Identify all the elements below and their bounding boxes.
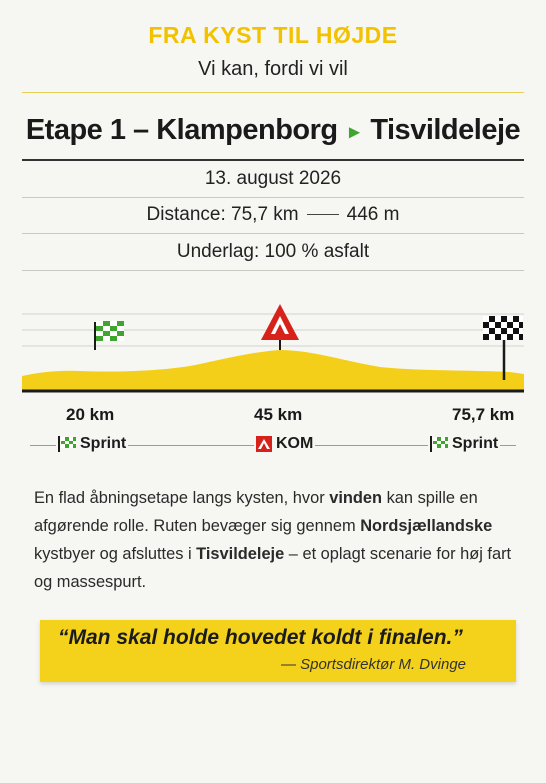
desc-bold: Tisvildeleje (196, 545, 285, 563)
distance-label: Distance: 75,7 km (146, 204, 299, 225)
desc-text: kystbyer og afsluttes i (34, 545, 197, 563)
divider (22, 197, 524, 198)
dash-line (307, 214, 339, 215)
legend-kom-label: KOM (276, 435, 314, 452)
divider (22, 270, 524, 271)
marker-legend (22, 435, 524, 457)
green-checkered-flag-icon (58, 436, 76, 452)
profile-area (22, 350, 524, 390)
marker-km-2: 45 km (254, 405, 303, 424)
green-checkered-flag-icon (430, 436, 448, 452)
stage-description (34, 484, 524, 596)
desc-text: En flad åbningsetape langs kysten, hvor (34, 489, 330, 507)
subtitle: Vi kan, fordi vi vil (198, 58, 348, 80)
stage-title (0, 114, 546, 147)
stage-finish: Tisvildeleje (370, 114, 521, 146)
play-arrow-icon: ▸ (349, 120, 359, 143)
legend-sprint-label: Sprint (452, 435, 499, 452)
divider (22, 92, 524, 93)
black-checkered-flag-icon (483, 316, 523, 340)
quote-box (40, 620, 516, 682)
legend-sprint-label: Sprint (80, 435, 127, 452)
marker-km-3: 75,7 km (452, 405, 515, 424)
desc-bold: vinden (329, 489, 383, 507)
marker-km-1: 20 km (66, 405, 115, 424)
stage-label: Etape 1 – Klampenborg (25, 114, 338, 146)
desc-text: – et oplagt scenarie for høj fart og massespurt. (34, 545, 512, 591)
quote-text: “Man skal holde hovedet koldt i finalen.” (58, 626, 463, 649)
stage-distance (0, 204, 546, 226)
elevation-value: 446 m (346, 204, 400, 225)
legend-kom (254, 435, 315, 453)
divider (22, 159, 524, 161)
divider (22, 233, 524, 234)
red-mountain-icon (256, 436, 272, 452)
desc-text: kan spille en afgørende rolle. Ruten bevæger sig gennem (34, 489, 478, 535)
stage-date: 13. august 2026 (204, 168, 342, 189)
green-checkered-flag-icon (96, 321, 124, 341)
elevation-profile (0, 300, 546, 400)
kicker-title: FRA KYST TIL HØJDE (148, 22, 398, 48)
desc-bold: Nordsjællandske (360, 517, 493, 535)
legend-sprint-1 (56, 435, 128, 453)
legend-sprint-2 (428, 435, 500, 453)
quote-author: — Sportsdirektør M. Dvinge (280, 656, 466, 673)
red-mountain-icon (261, 304, 299, 340)
stage-surface: Underlag: 100 % asfalt (176, 241, 370, 262)
